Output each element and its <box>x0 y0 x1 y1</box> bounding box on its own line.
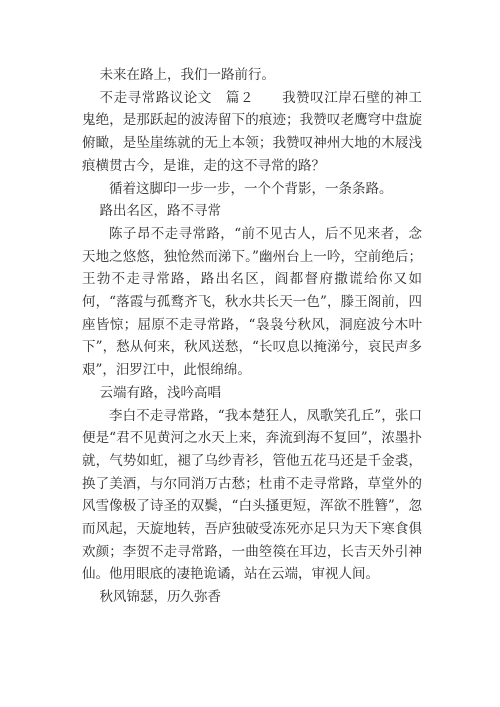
paragraph-chen-ziang: 陈子昂不走寻常路，“前不见古人，后不见来者，念天地之悠悠，独怆然而涕下。”幽州台上一吟，空前绝后；王勃不走寻常路，路出名区，阎都督府撒谎给你又如何，“落霞与孤鹜齐飞，秋水共长天一色”，滕王阁前，四座皆惊；屈原不走寻常路，“袅袅兮秋风，洞庭波兮木叶下”，愁从何来，秋风送愁，“长叹息以掩涕兮，哀民声多艰”，汨罗江中，此恨绵绵。 <box>82 225 422 379</box>
paragraph-title-and-opening: 不走寻常路议论文 篇２ 我赞叹江岸石壁的神工鬼绝，是那跃起的波涛留下的痕迹；我赞叹老鹰穹中盘旋俯瞰，是坠崖练就的无上本领；我赞叹神州大地的木屐浅痕横贯古今，是谁，走的这不寻常的路？ <box>82 89 422 174</box>
paragraph-step-by-step: 循着这脚印一步一步，一个个背影，一条条路。 <box>109 180 393 197</box>
section-heading-3: 秋风锦瑟，历久弥香 <box>99 589 222 606</box>
paragraph-intro: 未来在路上，我们一路前行。 <box>99 67 276 83</box>
section-heading-1: 路出名区，路不寻常 <box>99 203 222 220</box>
paragraph-li-bai: 李白不走寻常路，“我本楚狂人，凤歌笑孔丘”，张口便是“君不见黄河之水天上来，奔流到海不复回”，浓墨扑就，气势如虹，褪了乌纱青衫，管他五花马还是千金裘，换了美酒，与尔同消万古愁；杜甫不走寻常路，草堂外的风雪像极了诗圣的双鬓，“白头搔更短，浑欲不胜簪”，忽而风起，天旋地转，吾庐独破受冻死亦足只为天下寒食俱欢颜；李贺不走寻常路，一曲箜篌在耳边，长吉天外引神仙。他用眼底的凄艳诡谲，站在云端，审视人间。 <box>82 407 422 583</box>
document-body <box>82 64 422 609</box>
section-heading-2: 云端有路，浅吟高唱 <box>99 384 222 401</box>
